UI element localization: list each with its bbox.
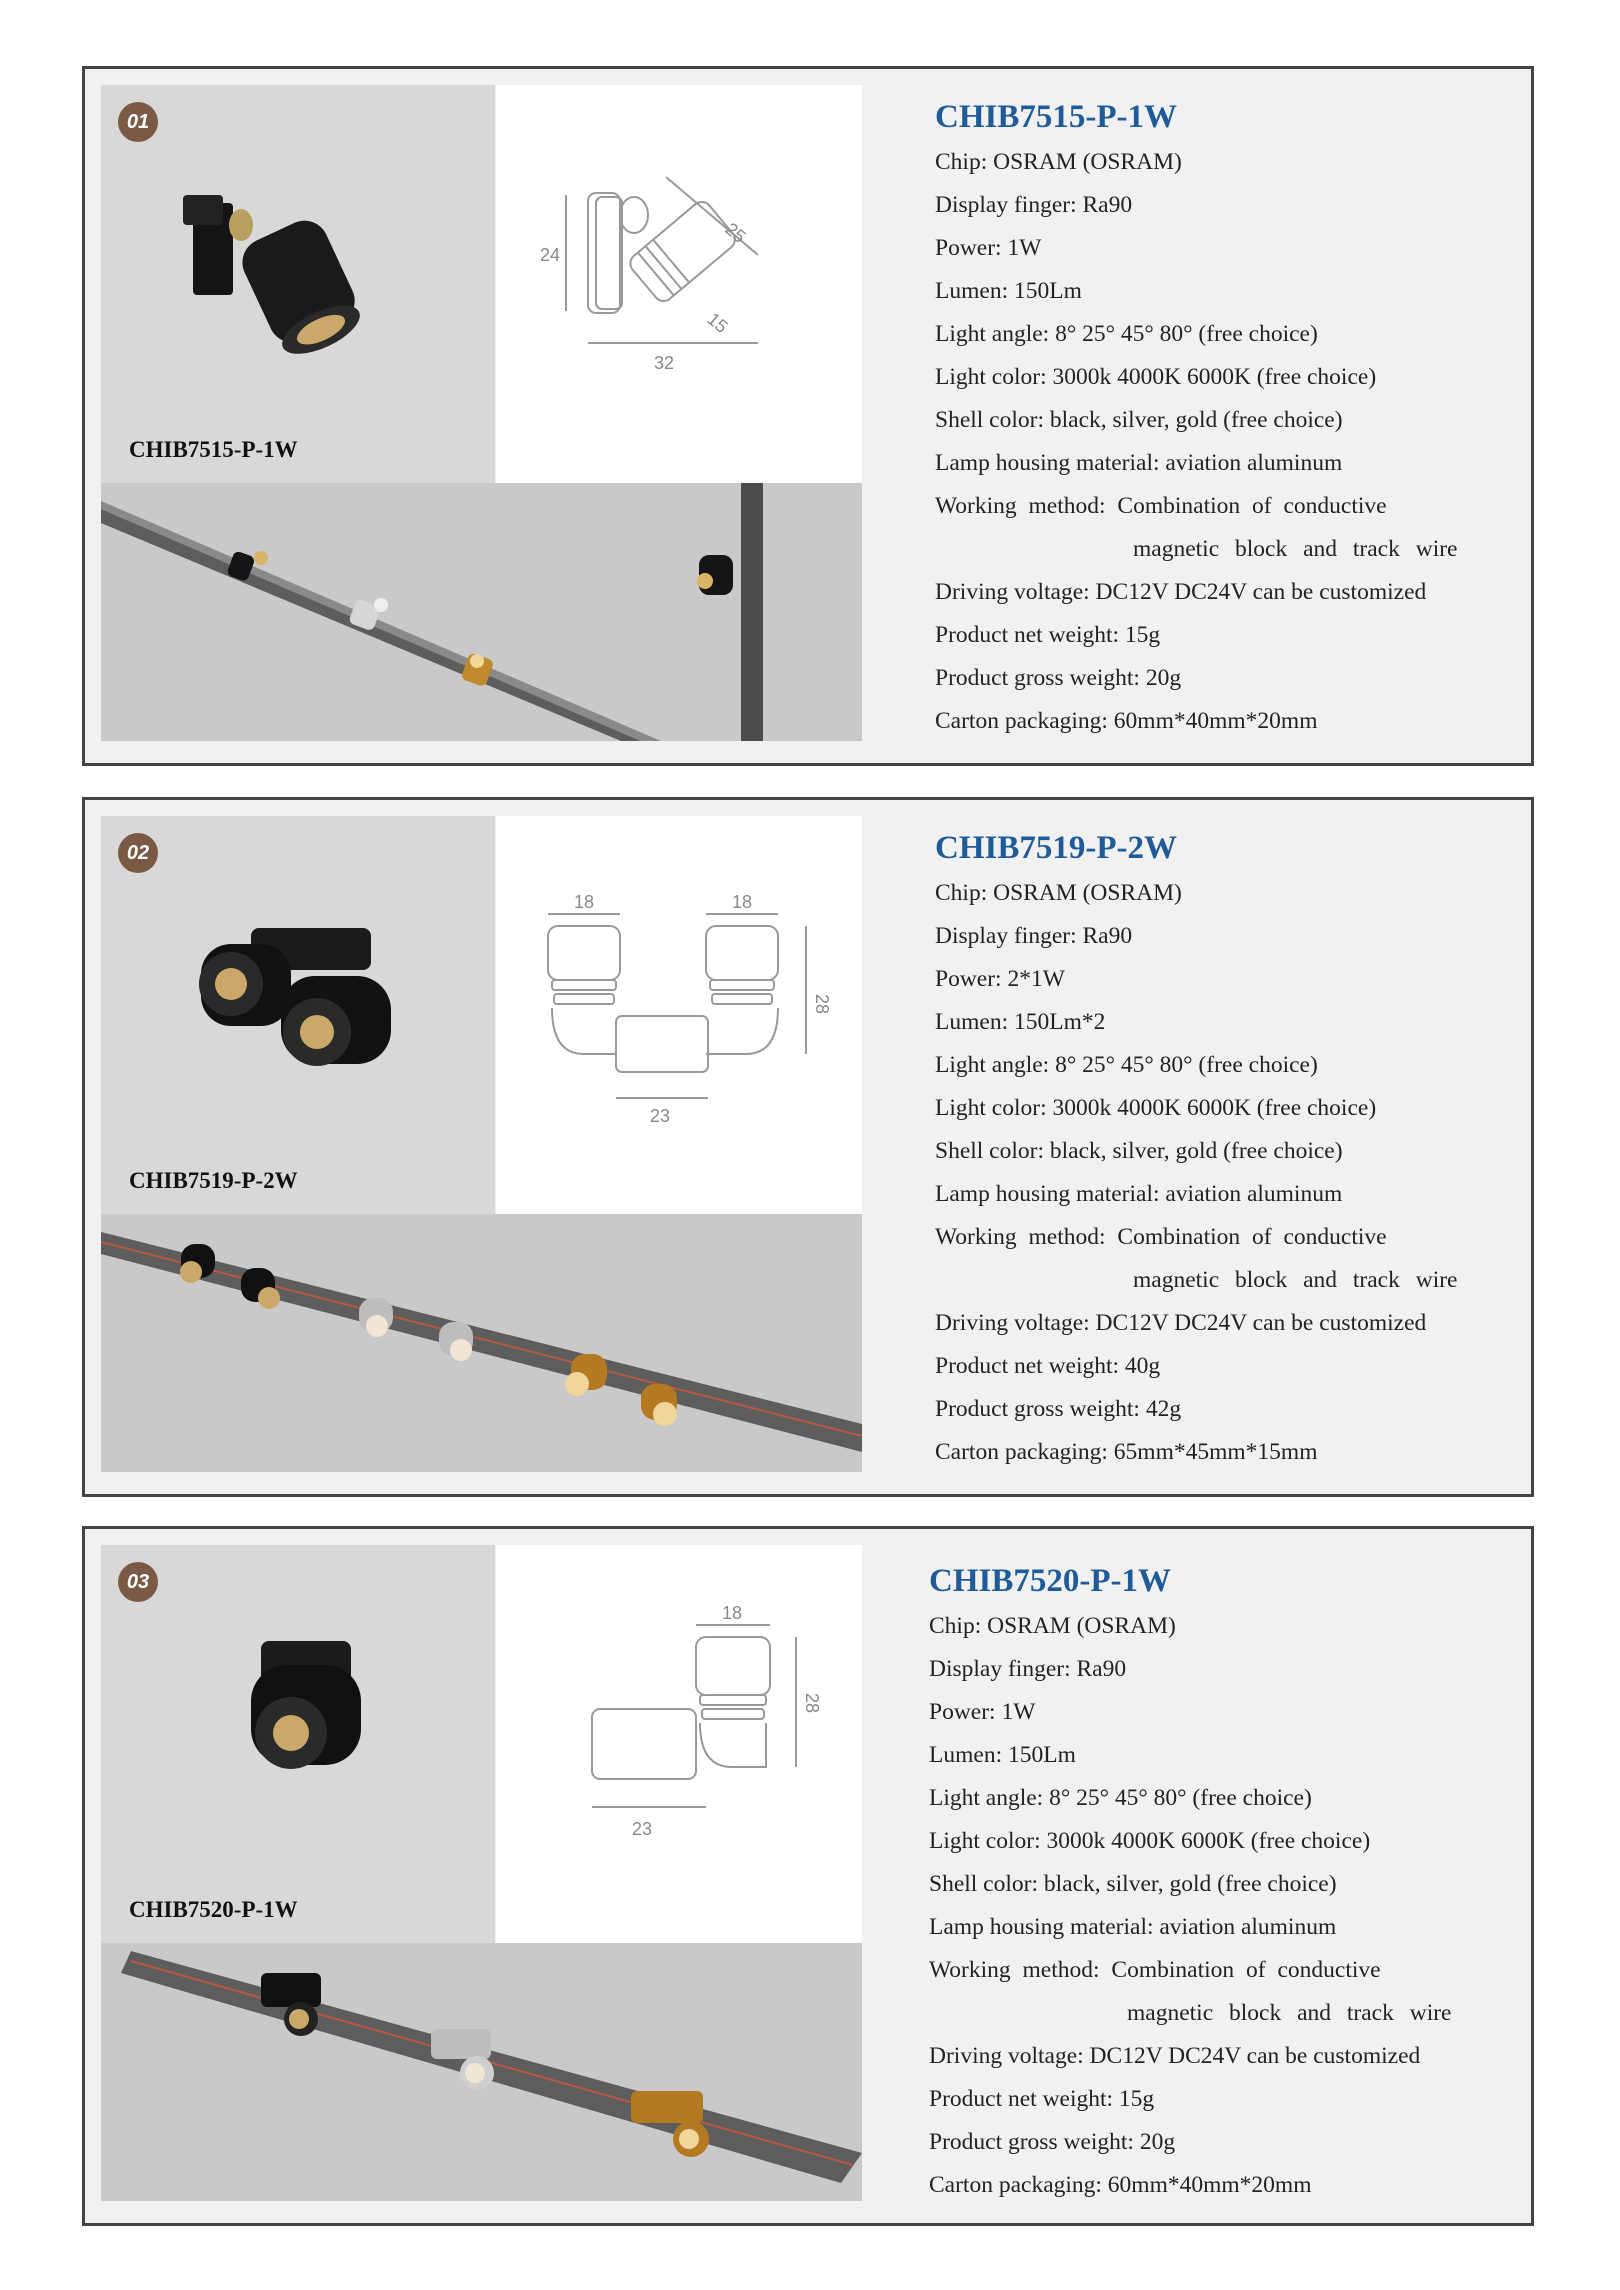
spec-carton: Carton packaging: 60mm*40mm*20mm xyxy=(929,2172,1312,2198)
spec-lumen: Lumen: 150Lm xyxy=(929,1742,1076,1768)
spec-display-finger: Display finger: Ra90 xyxy=(935,192,1133,218)
spec-housing-material: Lamp housing material: aviation aluminum xyxy=(935,1181,1343,1207)
spec-light-color: Light color: 3000k 4000K 6000K (free choice) xyxy=(929,1828,1371,1854)
dimension-drawing xyxy=(496,816,862,1214)
photo-caption: CHIB7519-P-2W xyxy=(129,1168,298,1193)
spec-chip: Chip: OSRAM (OSRAM) xyxy=(929,1613,1176,1639)
product-model-title: CHIB7520-P-1W xyxy=(929,1563,1171,1599)
spec-working-method-cont: magnetic block and track wire xyxy=(1133,1267,1458,1293)
spec-list xyxy=(935,828,1515,1474)
spec-driving-voltage: Driving voltage: DC12V DC24V can be customized xyxy=(929,2043,1421,2069)
spec-net-weight: Product net weight: 15g xyxy=(935,622,1161,648)
spec-light-color: Light color: 3000k 4000K 6000K (free choice) xyxy=(935,1095,1377,1121)
spec-carton: Carton packaging: 60mm*40mm*20mm xyxy=(935,708,1318,734)
dimension-label: 28 xyxy=(802,1693,822,1714)
spec-net-weight: Product net weight: 40g xyxy=(935,1353,1161,1379)
spec-list xyxy=(935,97,1515,743)
spec-list xyxy=(929,1561,1509,2207)
spotlight-product-image xyxy=(101,85,495,483)
spec-chip: Chip: OSRAM (OSRAM) xyxy=(935,880,1182,906)
track-application-photo xyxy=(101,1214,862,1472)
spec-shell-color: Shell color: black, silver, gold (free choice) xyxy=(935,407,1343,433)
track-application-photo xyxy=(101,1943,862,2201)
spec-light-angle: Light angle: 8° 25° 45° 80° (free choice) xyxy=(935,1052,1318,1078)
spec-lumen: Lumen: 150Lm*2 xyxy=(935,1009,1106,1035)
dimension-label: 15 xyxy=(703,308,732,337)
product-photo xyxy=(101,816,495,1214)
spec-shell-color: Shell color: black, silver, gold (free choice) xyxy=(935,1138,1343,1164)
dimension-label: 28 xyxy=(812,994,832,1015)
track-application-photo xyxy=(101,483,862,741)
spec-working-method: Working method: Combination of conductive xyxy=(935,1224,1387,1250)
spec-lumen: Lumen: 150Lm xyxy=(935,278,1082,304)
product-number-badge: 01 xyxy=(118,102,158,142)
spec-light-angle: Light angle: 8° 25° 45° 80° (free choice) xyxy=(935,321,1318,347)
spec-light-angle: Light angle: 8° 25° 45° 80° (free choice) xyxy=(929,1785,1312,1811)
photo-caption: CHIB7515-P-1W xyxy=(129,437,298,462)
spec-power: Power: 1W xyxy=(935,235,1042,261)
spec-power: Power: 1W xyxy=(929,1699,1036,1725)
photo-caption: CHIB7520-P-1W xyxy=(129,1897,298,1922)
spec-working-method-cont: magnetic block and track wire xyxy=(1127,2000,1452,2026)
dimension-label: 18 xyxy=(574,892,595,912)
spec-display-finger: Display finger: Ra90 xyxy=(935,923,1133,949)
dimension-label: 32 xyxy=(654,353,675,373)
product-card-1 xyxy=(82,66,1534,766)
spec-net-weight: Product net weight: 15g xyxy=(929,2086,1155,2112)
dimension-label: 18 xyxy=(732,892,753,912)
spec-driving-voltage: Driving voltage: DC12V DC24V can be customized xyxy=(935,1310,1427,1336)
product-number-badge: 02 xyxy=(118,833,158,873)
dimension-label: 23 xyxy=(632,1819,653,1839)
spec-working-method-cont: magnetic block and track wire xyxy=(1133,536,1458,562)
product-photo xyxy=(101,1545,495,1943)
product-card-2 xyxy=(82,797,1534,1497)
product-photo xyxy=(101,85,495,483)
dimension-drawing xyxy=(496,85,862,483)
spec-carton: Carton packaging: 65mm*45mm*15mm xyxy=(935,1439,1318,1465)
dimension-label: 18 xyxy=(722,1603,743,1623)
dimension-label: 25 xyxy=(721,218,750,247)
dimension-label: 24 xyxy=(540,245,561,265)
twin-spotlight-product-image xyxy=(101,816,495,1214)
spec-housing-material: Lamp housing material: aviation aluminum xyxy=(929,1914,1337,1940)
spec-housing-material: Lamp housing material: aviation aluminum xyxy=(935,450,1343,476)
spec-light-color: Light color: 3000k 4000K 6000K (free choice) xyxy=(935,364,1377,390)
spec-driving-voltage: Driving voltage: DC12V DC24V can be customized xyxy=(935,579,1427,605)
spec-display-finger: Display finger: Ra90 xyxy=(929,1656,1127,1682)
product-model-title: CHIB7519-P-2W xyxy=(935,830,1177,866)
spec-gross-weight: Product gross weight: 20g xyxy=(935,665,1182,691)
spec-power: Power: 2*1W xyxy=(935,966,1065,992)
dimension-drawing xyxy=(496,1545,862,1943)
product-card-3 xyxy=(82,1526,1534,2226)
spec-working-method: Working method: Combination of conductive xyxy=(935,493,1387,519)
spec-shell-color: Shell color: black, silver, gold (free choice) xyxy=(929,1871,1337,1897)
spotlight-product-image xyxy=(101,1545,495,1943)
spec-gross-weight: Product gross weight: 42g xyxy=(935,1396,1182,1422)
dimension-label: 23 xyxy=(650,1106,671,1126)
spec-working-method: Working method: Combination of conductive xyxy=(929,1957,1381,1983)
spec-gross-weight: Product gross weight: 20g xyxy=(929,2129,1176,2155)
product-model-title: CHIB7515-P-1W xyxy=(935,99,1177,135)
spec-chip: Chip: OSRAM (OSRAM) xyxy=(935,149,1182,175)
product-number-badge: 03 xyxy=(118,1562,158,1602)
